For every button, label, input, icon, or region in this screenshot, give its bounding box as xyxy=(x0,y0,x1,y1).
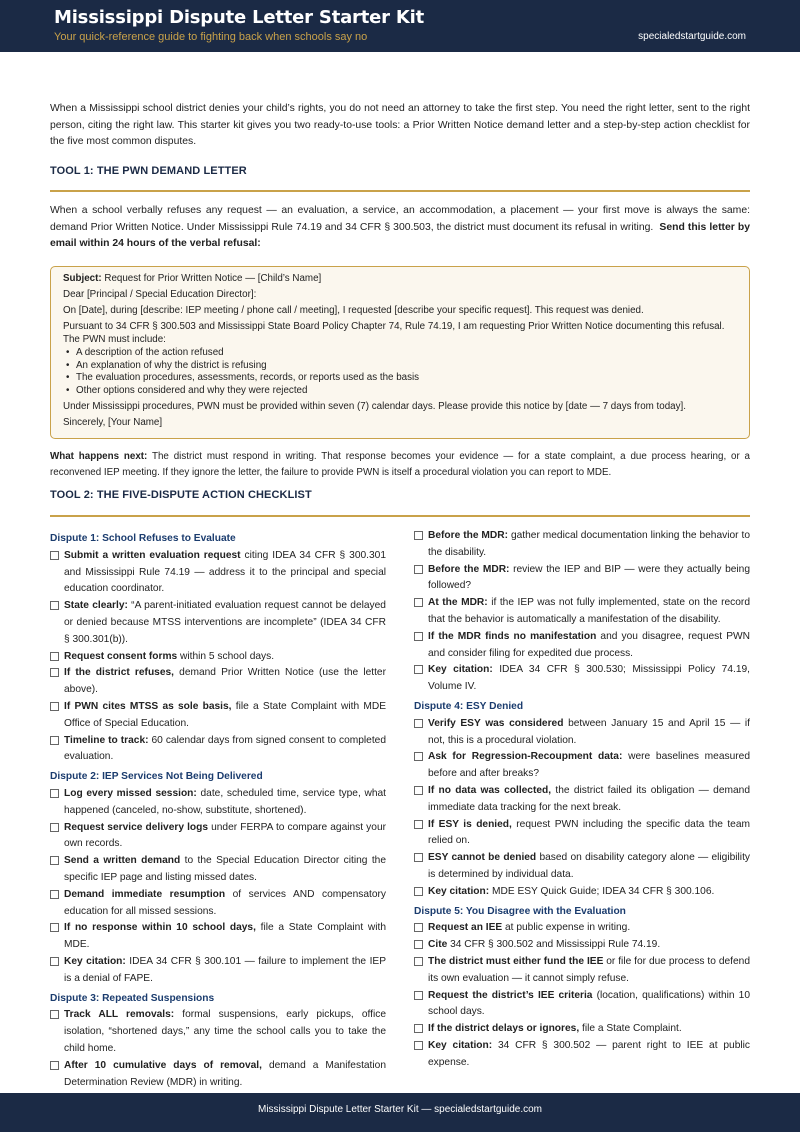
list-item: • Other options considered and why they were rejected xyxy=(63,385,737,398)
checkbox-icon[interactable] xyxy=(50,789,59,798)
site-url: specialedstartguide.com xyxy=(638,31,746,42)
checkbox-icon[interactable] xyxy=(414,940,423,949)
checklist-item: If PWN cites MTSS as sole basis, file a State Complaint with MDE Office of Special Education. xyxy=(50,699,386,733)
tool1-heading: TOOL 1: THE PWN DEMAND LETTER xyxy=(50,163,750,193)
checklist-item: Key citation: IDEA 34 CFR § 300.530; Mississippi Policy 74.19, Volume IV. xyxy=(414,662,750,696)
list-item: • An explanation of why the district is refusing xyxy=(63,360,737,373)
checklist-item: If the MDR finds no manifestation and you disagree, request PWN and consider filing for expedited due process. xyxy=(414,629,750,663)
what-happens-next: What happens next: The district must respond in writing. That response becomes your evidence — for a state complaint, a due process hearing, or a reconvened IEP meeting. If they ignore the letter, the failure to provide PWN is itself a procedural violation you can report to MDE. xyxy=(50,451,751,479)
checklist-item: After 10 cumulative days of removal, demand a Manifestation Determination Review (MDR) in writing. xyxy=(50,1058,386,1092)
checkbox-icon[interactable] xyxy=(414,1041,423,1050)
checkbox-icon[interactable] xyxy=(50,736,59,745)
checkbox-icon[interactable] xyxy=(50,957,59,966)
checklist-item: Timeline to track: 60 calendar days from signed consent to completed evaluation. xyxy=(50,733,386,767)
checkbox-icon[interactable] xyxy=(50,923,59,932)
tool1-lead: When a school verbally refuses any request — an evaluation, a service, an accommodation, a placement — your first move is always the same: demand Prior Written Notice. Under Mississippi Rule 74.19 and 34 CFR § 300.503, the district must document its refusal in writing. Send this letter by email within 24 hours of the verbal refusal: xyxy=(50,205,750,249)
checklist-left-column xyxy=(50,528,386,1091)
checkbox-icon[interactable] xyxy=(414,820,423,829)
checkbox-icon[interactable] xyxy=(50,652,59,661)
list-item: • The evaluation procedures, assessments, records, or reports used as the basis xyxy=(63,372,737,385)
main-content xyxy=(50,101,750,528)
checklist-item: Log every missed session: date, scheduled time, service type, what happened (canceled, no-show, substitute, shortened). xyxy=(50,786,386,820)
checklist-item: Key citation: 34 CFR § 300.502 — parent right to IEE at public expense. xyxy=(414,1038,750,1072)
checkbox-icon[interactable] xyxy=(414,565,423,574)
checklist-item: Key citation: IDEA 34 CFR § 300.101 — failure to implement the IEP is a denial of FAPE. xyxy=(50,954,386,988)
checklist-item: If the district delays or ignores, file a State Complaint. xyxy=(414,1021,750,1038)
checklist-item: Request the district’s IEE criteria (location, qualifications) within 10 school days. xyxy=(414,988,750,1022)
intro-paragraph: When a Mississippi school district denies your child’s rights, you do not need an attorney to take the first step. You need the right letter, sent to the right person, citing the right law. This starter kit gives you two ready-to-use tools: a Prior Written Notice demand letter and a step-by-step action checklist for the five most common disputes. xyxy=(50,103,750,147)
letter-closing: Sincerely, [Your Name] xyxy=(63,416,163,428)
pwn-letter-template xyxy=(50,266,750,440)
checklist-item: Request service delivery logs under FERPA to compare against your own records. xyxy=(50,820,386,854)
checklist-item: If the district refuses, demand Prior Written Notice (use the letter above). xyxy=(50,665,386,699)
checklist-item: If ESY is denied, request PWN including the specific data the team relied on. xyxy=(414,817,750,851)
list-item: • A description of the action refused xyxy=(63,347,737,360)
footer-banner: Mississippi Dispute Letter Starter Kit — specialedstartguide.com xyxy=(0,1093,800,1132)
checklist-item: Key citation: MDE ESY Quick Guide; IDEA 34 CFR § 300.106. xyxy=(414,884,750,901)
checklist-item: At the MDR: if the IEP was not fully implemented, state on the record that the behavior is automatically a manifestation of the disability. xyxy=(414,595,750,629)
checklist-item: If no response within 10 school days, file a State Complaint with MDE. xyxy=(50,920,386,954)
checkbox-icon[interactable] xyxy=(414,1024,423,1033)
checkbox-icon[interactable] xyxy=(414,853,423,862)
page-subtitle: Your quick-reference guide to fighting back when schools say no xyxy=(54,31,368,43)
letter-bullet-list xyxy=(63,347,737,397)
letter-paragraph: Pursuant to 34 CFR § 300.503 and Mississippi State Board Policy Chapter 74, Rule 74.19, I am requesting Prior Written Notice documenting this refusal. The PWN must include: xyxy=(63,321,725,345)
checklist-item: State clearly: “A parent-initiated evaluation request cannot be delayed or denied because MTSS interventions are incomplete” (IDEA 34 CFR § 300.301(b)). xyxy=(50,598,386,648)
dispute-heading: Dispute 3: Repeated Suspensions xyxy=(50,992,215,1004)
checklist-item: Demand immediate resumption of services AND compensatory education for all missed sessions. xyxy=(50,887,386,921)
checkbox-icon[interactable] xyxy=(414,719,423,728)
dispute-heading: Dispute 4: ESY Denied xyxy=(414,700,524,712)
checkbox-icon[interactable] xyxy=(414,957,423,966)
checkbox-icon[interactable] xyxy=(50,1010,59,1019)
checklist-item: The district must either fund the IEE or file for due process to defend its own evaluation — it cannot simply refuse. xyxy=(414,954,750,988)
checklist-item: Before the MDR: review the IEP and BIP — were they actually being followed? xyxy=(414,562,750,596)
checkbox-icon[interactable] xyxy=(414,991,423,1000)
checklist-item: ESY cannot be denied based on disability category alone — eligibility is determined by individual data. xyxy=(414,850,750,884)
letter-greeting: Dear [Principal / Special Education Director]: xyxy=(63,288,257,300)
checkbox-icon[interactable] xyxy=(414,923,423,932)
checklist-item: If no data was collected, the district failed its obligation — demand immediate data tracking for the next break. xyxy=(414,783,750,817)
letter-paragraph: On [Date], during [describe: IEP meeting / phone call / meeting], I requested [describe your specific request]. This request was denied. xyxy=(63,304,644,316)
letter-subject: Subject: Request for Prior Written Notice — [Child’s Name] xyxy=(63,272,322,284)
checklist-item: Submit a written evaluation request citing IDEA 34 CFR § 300.301 and Mississippi Rule 74.19 — address it to the principal and special education coordinator. xyxy=(50,548,386,598)
dispute-heading: Dispute 1: School Refuses to Evaluate xyxy=(50,533,236,544)
checkbox-icon[interactable] xyxy=(414,531,423,540)
checklist-item: Before the MDR: gather medical documentation linking the behavior to the disability. xyxy=(414,528,750,562)
checklist-item: Verify ESY was considered between January 15 and April 15 — if not, this is a procedural violation. xyxy=(414,716,750,750)
dispute-heading: Dispute 5: You Disagree with the Evaluation xyxy=(414,905,626,917)
checkbox-icon[interactable] xyxy=(414,665,423,674)
checklist-item: Ask for Regression-Recoupment data: were baselines measured before and after breaks? xyxy=(414,749,750,783)
checkbox-icon[interactable] xyxy=(414,598,423,607)
checkbox-icon[interactable] xyxy=(414,887,423,896)
checklist-item: Request consent forms within 5 school days. xyxy=(50,649,386,666)
checkbox-icon[interactable] xyxy=(414,632,423,641)
letter-paragraph: Under Mississippi procedures, PWN must be provided within seven (7) calendar days. Please provide this notice by [date — 7 days from today]. xyxy=(63,400,686,412)
checklist-item: Track ALL removals: formal suspensions, early pickups, office isolation, “shortened days,” any time the school calls you to take the child home. xyxy=(50,1007,386,1057)
checkbox-icon[interactable] xyxy=(50,856,59,865)
checkbox-icon[interactable] xyxy=(50,551,59,560)
checklist-item: Request an IEE at public expense in writing. xyxy=(414,920,750,937)
checkbox-icon[interactable] xyxy=(414,786,423,795)
dispute-heading: Dispute 2: IEP Services Not Being Delivered xyxy=(50,771,263,783)
page-title: Mississippi Dispute Letter Starter Kit xyxy=(54,7,424,28)
checkbox-icon[interactable] xyxy=(414,752,423,761)
checkbox-icon[interactable] xyxy=(50,668,59,677)
checkbox-icon[interactable] xyxy=(50,601,59,610)
checkbox-icon[interactable] xyxy=(50,702,59,711)
checkbox-icon[interactable] xyxy=(50,823,59,832)
checklist-item: Send a written demand to the Special Education Director citing the specific IEP page and listing missed dates. xyxy=(50,853,386,887)
header-banner xyxy=(0,0,800,52)
checkbox-icon[interactable] xyxy=(50,1061,59,1070)
checklist-right-column xyxy=(414,528,750,1072)
checklist-item: Cite 34 CFR § 300.502 and Mississippi Rule 74.19. xyxy=(414,937,750,954)
checkbox-icon[interactable] xyxy=(50,890,59,899)
tool2-heading: TOOL 2: THE FIVE-DISPUTE ACTION CHECKLIST xyxy=(50,487,750,517)
